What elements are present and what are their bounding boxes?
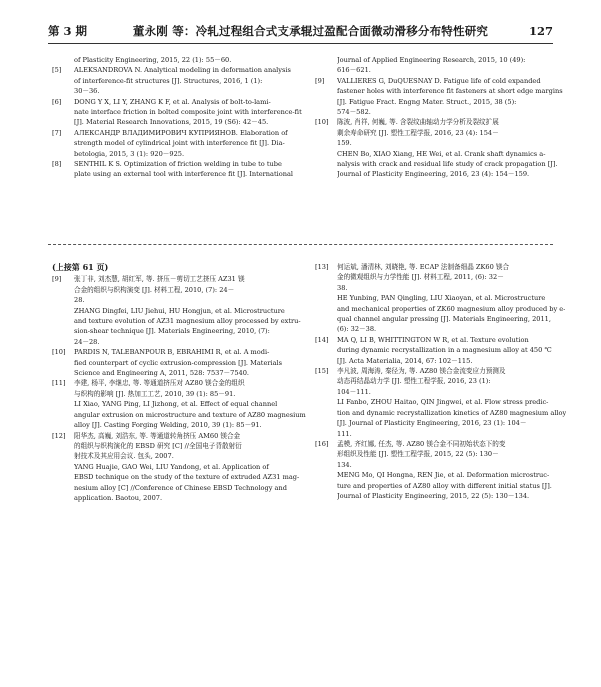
reference-line: strength model of cylindrical joint with interference fit [J]. Dia- bbox=[74, 139, 285, 148]
reference-line: SENTHIL K S. Optimization of friction welding in tube to tube bbox=[74, 160, 282, 169]
reference-line: 射技术及其应用会议. 包头, 2007. bbox=[74, 452, 174, 461]
reference-line: fied counterpart of cyclic extrusion-compression [J]. Materials bbox=[74, 358, 283, 367]
reference-entry bbox=[52, 347, 298, 378]
reference-line: 的组织与织构演化的 EBSD 研究 [C] //全国电子背散射衍 bbox=[74, 441, 242, 450]
reference-line: fastener holes with interference fit fasteners at short edge margins bbox=[337, 87, 563, 96]
reference-line: 111. bbox=[337, 429, 352, 438]
reference-line: 134. bbox=[337, 460, 352, 469]
reference-entry bbox=[315, 439, 555, 501]
top-right-column bbox=[315, 55, 563, 180]
reference-line: 动态再结晶动力学 [J]. 塑性工程学报, 2016, 23 (1): bbox=[337, 377, 491, 386]
reference-line: 陈波, 肖祥, 何巍, 等. 含裂纹曲轴动力学分析及裂纹扩展 bbox=[337, 118, 499, 127]
reference-line: 合金的组织与织构演变 [J]. 材料工程, 2010, (7): 24－ bbox=[74, 285, 235, 294]
reference-line: and texture evolution of AZ31 magnesium alloy processed by extru- bbox=[74, 317, 301, 326]
reference-line: tion and dynamic recrystallization kinetics of AZ80 magnesium alloy bbox=[337, 408, 567, 417]
reference-line: [J]. Journal of Plasticity Engineering, 2016, 23 (1): 104－ bbox=[337, 419, 527, 428]
reference-line: VALLIERES G, DuQUESNAY D. Fatigue life of cold expanded bbox=[337, 76, 541, 85]
reference-line: alloy [J]. Casting Forging Welding, 2010, 39 (1): 85－91. bbox=[74, 421, 262, 430]
reference-number: [13] bbox=[315, 263, 329, 271]
reference-line: application. Baotou, 2007. bbox=[74, 493, 163, 502]
reference-line: ture and properties of AZ80 alloy with different initial status [J]. bbox=[337, 481, 552, 490]
reference-number: [16] bbox=[315, 439, 329, 448]
reference-line: Science and Engineering A, 2011, 528: 7537－7540. bbox=[74, 369, 249, 378]
reference-line: (6): 32－38. bbox=[337, 325, 377, 334]
running-title: 董永刚 等：冷轧过程组合式支承辊过盈配合面微动滑移分布特性研究 bbox=[132, 24, 489, 38]
reference-line: sion-shear technique [J]. Materials Engineering, 2010, (7): bbox=[74, 327, 270, 336]
reference-entry bbox=[52, 378, 306, 430]
reference-number: [8] bbox=[52, 160, 62, 169]
reference-line: 剩余寿命研究 [J]. 塑性工程学报, 2016, 23 (4): 154－ bbox=[337, 128, 499, 137]
reference-entry bbox=[52, 431, 298, 504]
reference-number: [12] bbox=[52, 431, 66, 440]
reference-number: [15] bbox=[315, 367, 329, 376]
reference-number: [10] bbox=[315, 118, 329, 127]
continued-from-label: (上接第 61 页) bbox=[52, 262, 109, 272]
reference-entry bbox=[315, 55, 555, 76]
reference-line: EBSD technique on the study of the texture of extruded AZ31 mag- bbox=[74, 473, 300, 482]
reference-line: [J]. Material Research Innovations, 2015, 19 (S6): 42－45. bbox=[74, 118, 269, 127]
reference-line: nate interface friction in bolted composite joint with interference-fit bbox=[74, 108, 302, 117]
reference-line: 159. bbox=[337, 139, 352, 148]
reference-entry bbox=[52, 159, 298, 180]
issue-number: 第 3 期 bbox=[48, 24, 88, 38]
reference-line: 李建, 杨平, 李继忠, 等. 等通道挤压对 AZ80 镁合金的组织 bbox=[74, 379, 245, 388]
reference-entry bbox=[315, 335, 555, 366]
reference-line: nalysis with crack and residual life study of crack propagation [J]. bbox=[337, 160, 558, 169]
reference-line: АЛЕКСАНДР ВЛАДИМИРОВИЧ КУПРИЯНОВ. Elaboration of bbox=[74, 128, 288, 137]
running-header bbox=[48, 20, 553, 42]
top-left-column bbox=[52, 55, 302, 180]
reference-line: 金的微观组织与力学性能 [J]. 材料工程, 2011, (6): 32－ bbox=[337, 273, 504, 282]
reference-line: 形组织及性能 [J]. 塑性工程学报, 2015, 22 (5): 130－ bbox=[337, 450, 499, 459]
reference-line: ALEKSANDROVA N. Analytical modeling in deformation analysis bbox=[74, 66, 291, 75]
reference-entry bbox=[52, 65, 298, 96]
reference-line: and mechanical properties of ZK60 magnesium alloy produced by e- bbox=[337, 304, 566, 313]
reference-line: Journal of Plasticity Engineering, 2016, 23 (4): 154－159. bbox=[337, 170, 530, 179]
reference-line: LI Fanbo, ZHOU Haitao, QIN Jingwei, et al. Flow stress predic- bbox=[337, 398, 549, 407]
reference-entry bbox=[52, 97, 302, 128]
page-number: 127 bbox=[528, 24, 553, 38]
bottom-left-column bbox=[52, 262, 306, 503]
reference-number: [5] bbox=[52, 66, 62, 75]
reference-line: 24－28. bbox=[74, 337, 100, 346]
reference-line: of Plasticity Engineering, 2015, 22 (1): 55－60. bbox=[74, 56, 232, 64]
reference-line: qual channel angular pressing [J]. Materials Engineering, 2011, bbox=[337, 315, 551, 324]
reference-line: YANG Huajie, GAO Wei, LIU Yandong, et al. Application of bbox=[74, 462, 269, 471]
reference-line: nesium alloy [C] //Conference of Chinese EBSD Technology and bbox=[74, 483, 287, 492]
reference-line: LI Xiao, YANG Ping, LI Jizhong, et al. Effect of equal channel bbox=[74, 400, 278, 409]
reference-line: MA Q, LI B, WHITTINGTON W R, et al. Texture evolution bbox=[337, 335, 529, 344]
reference-line: Journal of Plasticity Engineering, 2015, 22 (5): 130－134. bbox=[337, 491, 530, 500]
reference-line: [J]. Fatigue Fract. Engng Mater. Struct., 2015, 38 (5): bbox=[337, 97, 517, 106]
header-rule bbox=[48, 43, 553, 44]
reference-line: ZHANG Dingfei, LIU Jiehui, HU Hongjun, et al. Microstructure bbox=[74, 306, 285, 315]
reference-number: [9] bbox=[52, 275, 62, 284]
reference-line: 与织构的影响 [J]. 热加工工艺, 2010, 39 (1): 85－91. bbox=[74, 389, 236, 398]
reference-entry bbox=[52, 55, 298, 65]
reference-line: 616－621. bbox=[337, 66, 371, 75]
reference-line: 孟模, 齐红娜, 任杰, 等. AZ80 镁合金不同初始状态下的变 bbox=[337, 439, 506, 448]
reference-line: 104－111. bbox=[337, 387, 371, 396]
reference-line: MENG Mo, QI Hongna, REN Jie, et al. Deformation microstruc- bbox=[337, 471, 550, 480]
reference-line: 张丁非, 刘杰慧, 胡红军, 等. 挤压－剪切工艺挤压 AZ31 镁 bbox=[74, 275, 245, 284]
reference-line: PARDIS N, TALEBANPOUR B, EBRAHIMI R, et al. A modi- bbox=[74, 348, 270, 357]
reference-entry bbox=[315, 262, 566, 335]
reference-line: [J]. Acta Materialia, 2014, 67: 102－115. bbox=[337, 356, 473, 365]
reference-number: [9] bbox=[315, 76, 325, 85]
reference-number: [7] bbox=[52, 128, 62, 137]
reference-number: [11] bbox=[52, 379, 66, 388]
reference-entry bbox=[315, 76, 563, 118]
reference-line: betologia, 2015, 3 (1): 920－925. bbox=[74, 149, 185, 158]
reference-line: angular extrusion on microstructure and texture of AZ80 magnesium bbox=[74, 410, 306, 419]
section-divider bbox=[48, 244, 553, 245]
reference-number bbox=[52, 55, 74, 65]
reference-line: DONG Y X, LI Y, ZHANG K F, et al. Analysis of bolt-to-lami- bbox=[74, 97, 271, 106]
reference-number: [10] bbox=[52, 348, 66, 357]
reference-line: Journal of Applied Engineering Research, 2015, 10 (49): bbox=[337, 56, 526, 64]
reference-line: 阳华杰, 高巍, 刘浩东, 等. 等通道转角挤压 AM60 镁合金 bbox=[74, 431, 241, 440]
reference-line: plate using an external tool with interference fit [J]. International bbox=[74, 170, 293, 179]
reference-line: of interference-fit structures [J]. Structures, 2016, 1 (1): bbox=[74, 76, 263, 85]
reference-number: [14] bbox=[315, 335, 329, 344]
reference-line: 何运斌, 潘清林, 刘晓艳, 等. ECAP 法制备细晶 ZK60 镁合 bbox=[337, 263, 510, 271]
reference-number: [6] bbox=[52, 97, 62, 106]
reference-number bbox=[315, 55, 337, 76]
reference-line: 28. bbox=[74, 296, 85, 305]
reference-line: CHEN Bo, XIAO Xiang, HE Wei, et al. Crank shaft dynamics a- bbox=[337, 149, 546, 158]
reference-entry bbox=[52, 128, 298, 159]
reference-line: 38. bbox=[337, 283, 348, 292]
reference-line: 30－36. bbox=[74, 87, 100, 96]
bottom-right-column bbox=[315, 262, 567, 501]
reference-line: during dynamic recrystallization in a magnesium alloy at 450 ℃ bbox=[337, 346, 552, 355]
reference-entry bbox=[315, 366, 567, 439]
reference-line: HE Yunbing, PAN Qingling, LIU Xiaoyan, et al. Microstructure bbox=[337, 294, 546, 303]
reference-line: 574－582. bbox=[337, 108, 371, 117]
reference-line: 李凡波, 周海涛, 秦径为, 等. AZ80 镁合金流变应力预测及 bbox=[337, 367, 506, 376]
reference-entry bbox=[315, 117, 558, 179]
reference-entry bbox=[52, 274, 301, 347]
